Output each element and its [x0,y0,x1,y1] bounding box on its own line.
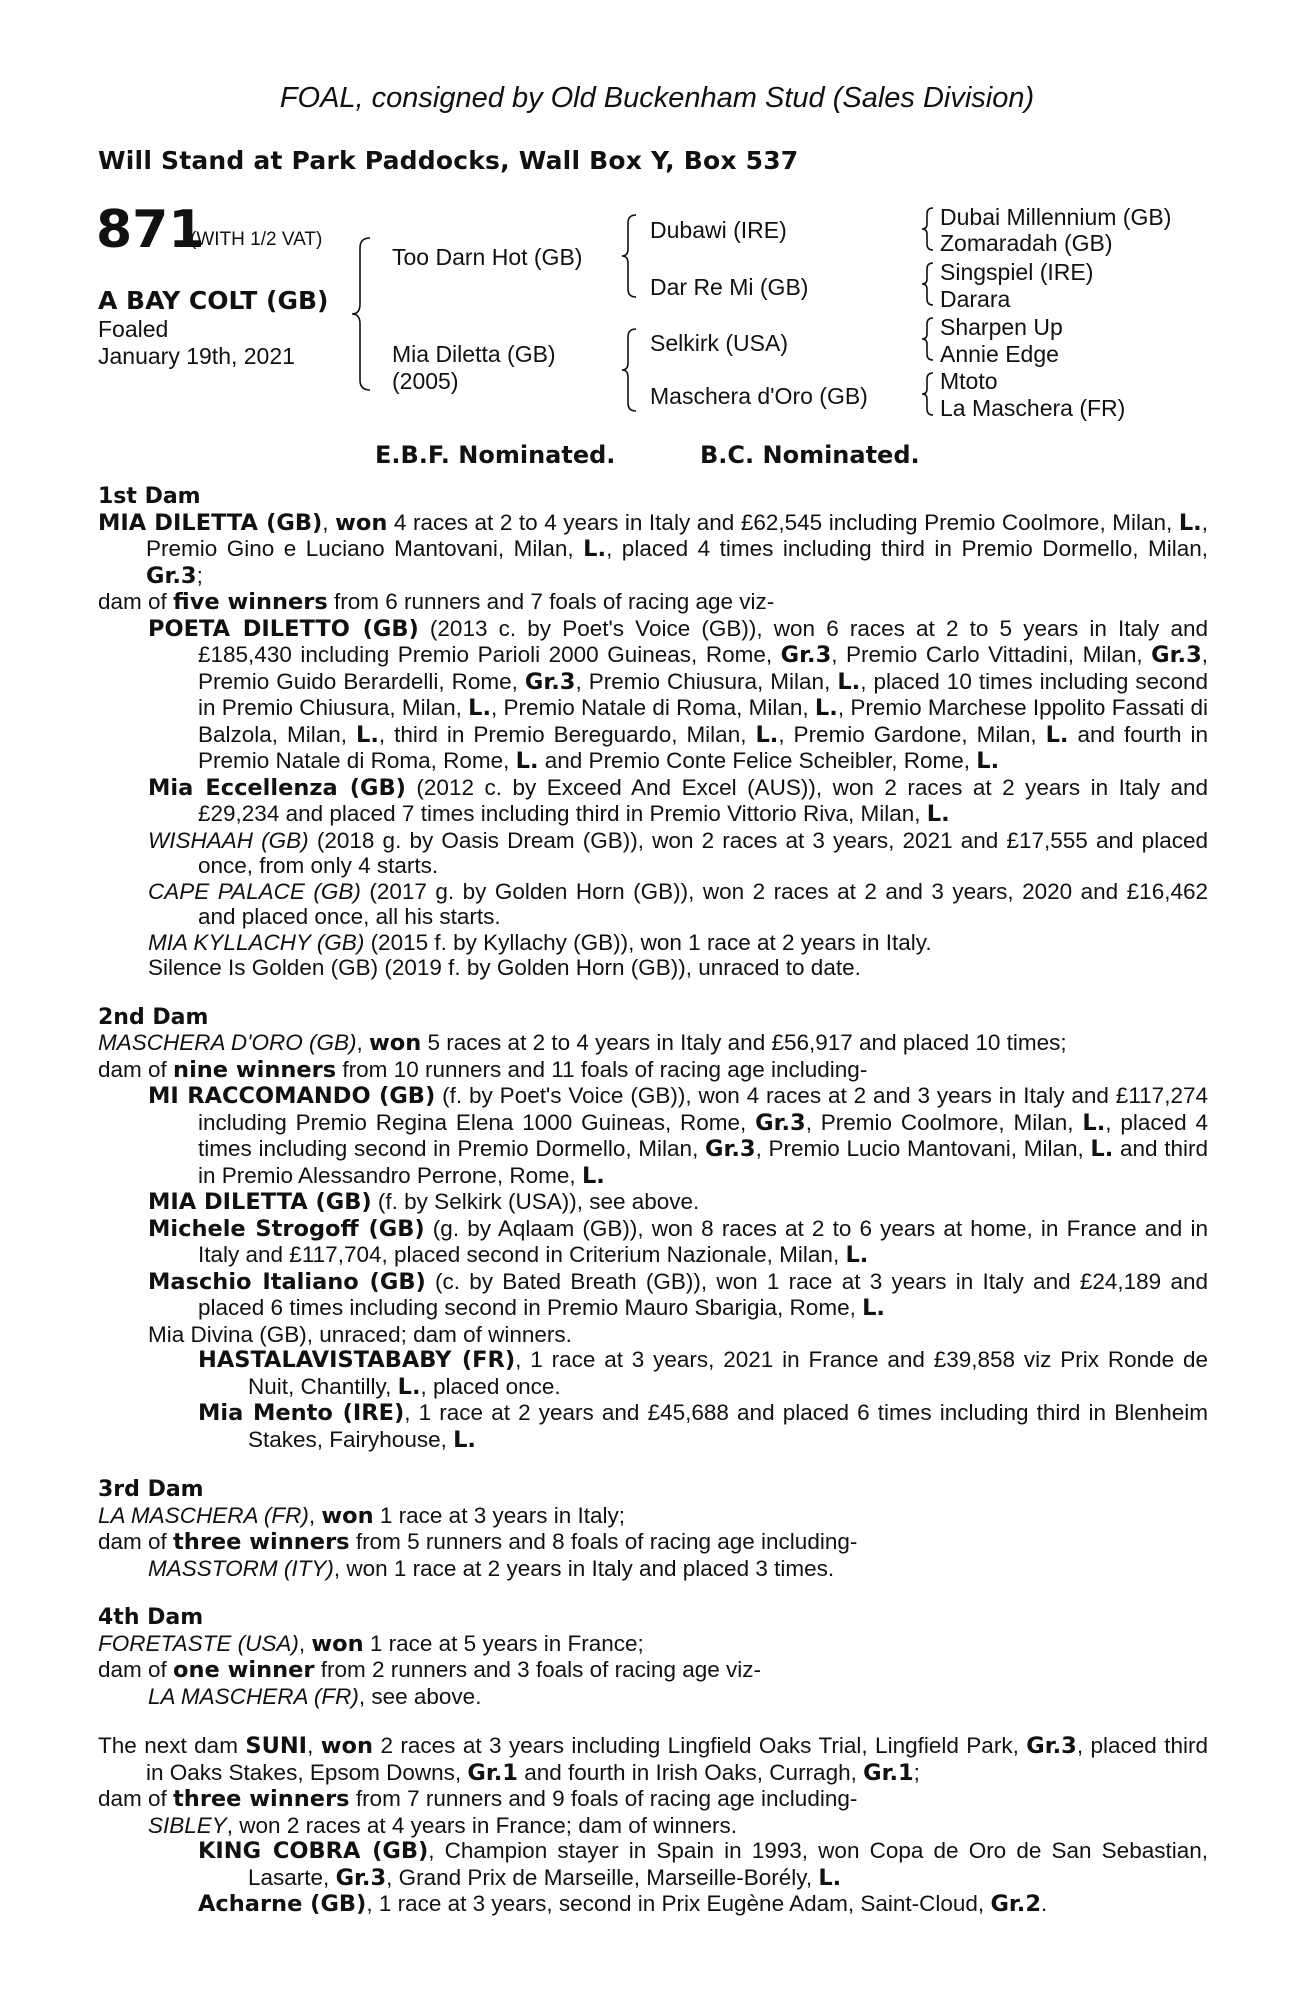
pedigree-entry [98,1347,1208,1400]
entry-text: from 5 runners and 8 foals of racing age including- [349,1529,858,1554]
entry-text: , won 2 races at 4 years in France; dam of winners. [226,1812,738,1838]
entry-text: MASCHERA D'ORO (GB) [98,1030,357,1055]
pedigree-ggp: Mtoto [940,368,998,394]
pedigree-entry [98,1189,1208,1216]
sire-dam-brace [350,236,374,392]
ggp-brace-2 [920,261,936,307]
entry-text: , Premio Chiusura, Milan, [575,668,838,694]
vat-note: (WITH 1/2 VAT) [190,229,323,250]
pedigree-entry [98,1322,1208,1348]
entry-text: , Premio Gardone, Milan, [778,721,1046,747]
pedigree-ggp: Singspiel (IRE) [940,259,1094,285]
entry-text: , 1 race at 3 years, 2021 in France and £39,858 viz Prix Ronde de Nuit, Chantilly, [248,1347,1208,1399]
pedigree-entry [98,1503,1208,1530]
dam-line-brace [620,327,640,413]
pedigree-entry [98,1813,1208,1839]
ebf-nomination: E.B.F. Nominated. [375,441,616,469]
entry-text: L. [814,695,838,721]
entry-text: SIBLEY [148,1812,227,1838]
pedigree-entry [98,1269,1208,1322]
entry-text: L. [845,1242,869,1268]
entry-text: , [308,1502,322,1528]
pedigree-entry [98,1838,1208,1891]
entry-text: L. [397,1373,421,1400]
entry-text: L. [581,1162,605,1189]
entry-text: Gr.3 [1151,642,1202,668]
pedigree-entry [98,930,1208,956]
entry-text: one winner [173,1657,315,1683]
entry-text: from 10 runners and 11 foals of racing age including- [336,1056,868,1082]
pedigree-entry [98,1216,1208,1269]
entry-text: HASTALAVISTABABY (FR) [198,1347,516,1373]
entry-text: , placed 4 times including second in Premio Dormello, Milan, [198,1109,1208,1161]
horse-name: A BAY COLT (GB) [98,286,329,315]
entry-text: , see above. [358,1683,482,1709]
entry-text: Michele Strogoff (GB) [148,1215,425,1242]
entry-text: , placed third in Oaks Stakes, Epsom Downs, [146,1733,1208,1785]
pedigree-entry [98,1631,1208,1658]
entry-text: L. [818,1864,842,1891]
pedigree-entry [98,879,1208,930]
entry-text: , placed 4 times including third in Premio Dormello, Milan, [606,536,1208,561]
entry-text: , [307,1733,321,1758]
pedigree-entry [98,1786,1208,1813]
pedigree-ggp: Dubai Millennium (GB) [940,204,1172,230]
entry-text: Gr.1 [467,1759,518,1786]
foaled-label: Foaled [98,316,169,342]
foaled-date: January 19th, 2021 [98,343,295,369]
entry-text: L. [453,1426,476,1453]
entry-text: won [321,1502,374,1529]
pedigree-sire-dam: Dar Re Mi (GB) [650,274,809,300]
entry-text: L. [1178,509,1202,536]
entry-text: L. [926,801,950,827]
entry-text: KING COBRA (GB) [198,1838,429,1864]
entry-text: , [356,1030,369,1055]
entry-text: , Premio Guido Berardelli, Rome, [198,642,1208,694]
pedigree-entry [98,1733,1208,1786]
entry-text: , placed once. [420,1373,561,1399]
entry-text: dam of [98,589,174,614]
entry-text: Gr.3 [524,668,576,695]
entry-text: 1 race at 5 years in France; [363,1630,644,1656]
entry-text: three winners [173,1529,350,1555]
entry-text: dam of [98,1786,174,1811]
bc-nomination: B.C. Nominated. [700,441,920,469]
pedigree-entry [98,775,1208,828]
pedigree-entry [98,1891,1208,1918]
entry-text: WISHAAH (GB) [148,827,309,853]
entry-text: , Premio Lucio Mantovani, Milan, [755,1136,1091,1161]
entry-text: five winners [173,589,328,615]
entry-text: , placed 10 times including second in Premio Chiusura, Milan, [198,668,1208,720]
pedigree-sire-sire: Dubawi (IRE) [650,217,787,243]
entry-text: three winners [173,1786,350,1812]
entry-text: (f. by Poet's Voice (GB)), won 4 races at 2 and 3 years in Italy and £117,274 including Premio Regina Elena 1000 Guineas, Rome, [198,1083,1208,1135]
section-heading: 2nd Dam [98,1004,209,1030]
pedigree-ggp: Zomaradah (GB) [940,230,1113,256]
entry-text: Gr.1 [863,1759,914,1786]
entry-text: , Champion stayer in Spain in 1993, won Copa de Oro de San Sebastian, Lasarte, [248,1838,1208,1890]
entry-text: from 6 runners and 7 foals of racing age viz- [327,589,775,614]
pedigree-entry [98,1529,1208,1556]
section-heading: 4th Dam [98,1605,204,1630]
pedigree-entry [98,1684,1208,1710]
entry-text: , 1 race at 2 years and £45,688 and placed 6 times including third in Blenheim Stakes, Fairyhouse, [248,1400,1209,1452]
entry-text: , Premio Natale di Roma, Milan, [491,695,815,720]
entry-text: (c. by Bated Breath (GB)), won 1 race at 3 years in Italy and £24,189 and placed 6 times including second in Premio Mauro Sbarigia, Rome, [198,1268,1208,1320]
consignor-title: FOAL, consigned by Old Buckenham Stud (Sales Division) [279,82,1035,114]
entry-text: and third in Premio Alessandro Perrone, Rome, [198,1136,1208,1188]
entry-text: CAPE PALACE (GB) [148,878,361,904]
entry-text: (f. by Selkirk (USA)), see above. [371,1189,700,1214]
entry-text: L. [468,695,492,721]
entry-text: won [369,1030,422,1056]
entry-text: SUNI [245,1733,308,1759]
entry-text: , won 1 race at 2 years in Italy and placed 3 times. [333,1555,835,1581]
entry-text: L. [356,721,379,748]
entry-text: Acharne (GB) [198,1891,367,1917]
pedigree-ggp: La Maschera (FR) [940,395,1126,421]
pedigree-entry [98,1030,1208,1057]
entry-text: MIA KYLLACHY (GB) [148,929,365,955]
entry-text: . [1041,1891,1048,1916]
entry-text: , [298,1630,312,1656]
pedigree-ggp: Darara [940,286,1011,312]
entry-text: Gr.3 [146,562,197,589]
pedigree-entry [98,616,1208,775]
entry-text: dam of [98,1529,174,1554]
entry-text: won [335,509,388,536]
entry-text: MIA DILETTA (GB) [148,1189,372,1215]
entry-text: (2018 g. by Oasis Dream (GB)), won 2 races at 3 years, 2021 and £17,555 and placed once, from only 4 starts. [198,827,1208,878]
entry-text: (2015 f. by Kyllachy (GB)), won 1 race at 2 years in Italy. [364,929,932,955]
entry-text: Gr.3 [335,1864,387,1891]
entry-text: and fourth in Premio Natale di Roma, Rome, [198,721,1209,773]
entry-text: Mia Mento (IRE) [198,1400,405,1426]
entry-text: 5 races at 2 to 4 years in Italy and £56,917 and placed 10 times; [421,1030,1067,1055]
entry-text: L. [583,536,607,562]
entry-text: Gr.3 [780,642,832,668]
entry-text: Gr.3 [1026,1733,1077,1759]
lot-number: 871 [96,200,205,260]
pedigree-dam-sire: Selkirk (USA) [650,330,789,356]
entry-text: Mia Divina (GB), unraced; dam of winners. [148,1321,572,1347]
entry-text: L. [1045,721,1069,748]
entry-text: FORETASTE (USA) [98,1630,299,1656]
entry-text: won [320,1733,374,1759]
pedigree-dam: Mia Diletta (GB) [392,341,556,367]
entry-text: Silence Is Golden (GB) (2019 f. by Golden Horn (GB)), unraced to date. [148,955,861,980]
entry-text: MASSTORM (ITY) [148,1555,334,1581]
entry-text: 2 races at 3 years including Lingfield Oaks Trial, Lingfield Park, [373,1733,1027,1758]
entry-text: MI RACCOMANDO (GB) [148,1083,436,1109]
entry-text: , 1 race at 3 years, second in Prix Eugène Adam, Saint-Cloud, [366,1891,991,1916]
ggp-brace-3 [920,316,936,362]
entry-text: Maschio Italiano (GB) [148,1268,426,1295]
entry-text: (2017 g. by Golden Horn (GB)), won 2 races at 2 and 3 years, 2020 and £16,462 and placed once, all his starts. [198,878,1209,929]
entry-text: LA MASCHERA (FR) [98,1502,309,1528]
pedigree-entry [98,510,1208,590]
ggp-brace-1 [920,206,936,252]
entry-text: L. [755,721,779,748]
entry-text: , Premio Marchese Ippolito Fassati di Balzola, Milan, [198,695,1208,747]
entry-text: ; [913,1759,920,1785]
entry-text: from 7 runners and 9 foals of racing age including- [349,1786,858,1811]
entry-text: L. [1090,1136,1114,1162]
entry-text: Gr.3 [705,1136,756,1162]
entry-text: and Premio Conte Felice Scheibler, Rome, [538,748,977,773]
entry-text: L. [862,1295,885,1321]
pedigree-entry [98,828,1208,879]
entry-text: , Premio Carlo Vittadini, Milan, [831,642,1152,667]
entry-text: and fourth in Irish Oaks, Curragh, [517,1759,864,1785]
pedigree-entry [98,1556,1208,1582]
pedigree-entry [98,589,1208,616]
pedigree-ggp: Sharpen Up [940,314,1063,340]
entry-text: MIA DILETTA (GB) [98,509,323,536]
entry-text: 4 races at 2 to 4 years in Italy and £62,545 including Premio Coolmore, Milan, [387,509,1179,535]
stand-location: Will Stand at Park Paddocks, Wall Box Y, Box 537 [98,146,799,175]
entry-text: POETA DILETTO (GB) [148,615,419,642]
pedigree-entry [98,1657,1208,1684]
family-details [98,484,1208,1918]
entry-text: , Grand Prix de Marseille, Marseille-Borély, [386,1864,819,1890]
entry-text: Gr.2 [990,1891,1041,1917]
entry-text: L. [1082,1109,1106,1136]
entry-text: (2013 c. by Poet's Voice (GB)), won 6 races at 2 to 5 years in Italy and £185,430 including Premio Parioli 2000 Guineas, Rome, [198,615,1208,667]
pedigree-entry [98,1083,1208,1189]
entry-text: dam of [98,1056,174,1082]
entry-text: , [322,509,336,535]
entry-text: (g. by Aqlaam (GB)), won 8 races at 2 to 6 years at home, in France and in Italy and £117,704, placed second in Criterium Nazionale, Milan, [198,1215,1208,1267]
section-heading: 3rd Dam [98,1477,204,1502]
entry-text: won [311,1630,364,1657]
entry-text: LA MASCHERA (FR) [148,1683,359,1709]
entry-text: , Premio Gino e Luciano Mantovani, Milan, [146,509,1208,561]
entry-text: The next dam [98,1733,246,1758]
entry-text: L. [976,748,1000,774]
pedigree-entry [98,1057,1208,1084]
pedigree-ggp: Annie Edge [940,341,1059,367]
ggp-brace-4 [920,371,936,417]
entry-text: L. [515,748,539,774]
entry-text: Mia Eccellenza (GB) [148,774,406,801]
section-heading: 1st Dam [98,484,201,509]
pedigree-entry [98,955,1208,981]
entry-text: nine winners [173,1056,337,1083]
pedigree-dam-dam: Maschera d'Oro (GB) [650,383,868,409]
entry-text: Gr.3 [755,1109,806,1136]
pedigree-sire: Too Darn Hot (GB) [392,244,583,270]
entry-text: 1 race at 3 years in Italy; [373,1502,626,1528]
entry-text: ; [196,562,203,588]
entry-text: (2012 c. by Exceed And Excel (AUS)), won 2 races at 2 years in Italy and £29,234 and placed 7 times including third in Premio Vittorio Riva, Milan, [198,774,1208,826]
entry-text: , Premio Coolmore, Milan, [805,1109,1083,1135]
entry-text: L. [837,668,861,695]
pedigree-dam-year: (2005) [392,368,459,394]
entry-text: dam of [98,1657,174,1682]
sire-line-brace [620,213,640,299]
entry-text: , third in Premio Bereguardo, Milan, [378,721,756,747]
entry-text: from 2 runners and 3 foals of racing age viz- [314,1657,761,1682]
pedigree-entry [98,1400,1208,1453]
